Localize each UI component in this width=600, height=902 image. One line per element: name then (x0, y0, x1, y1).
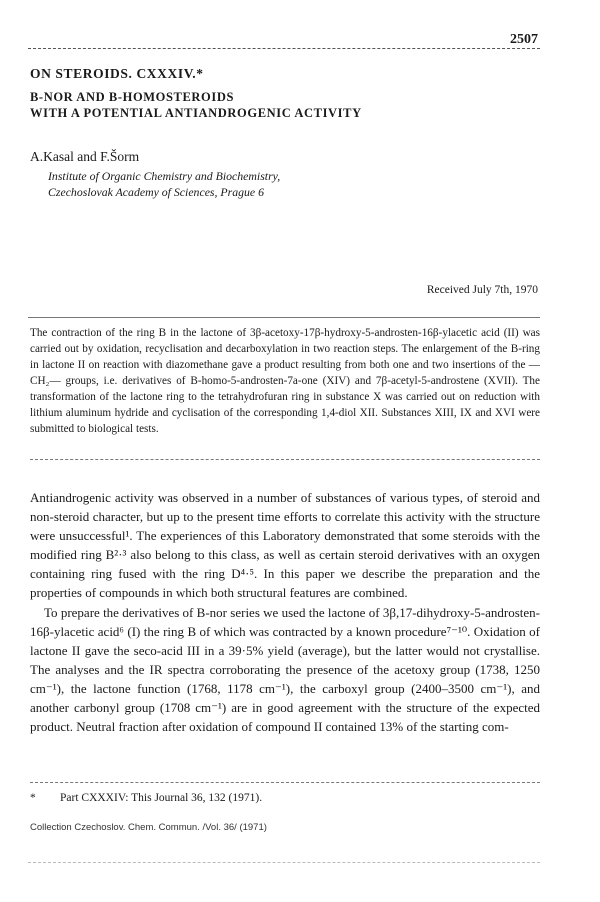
paragraph-2: To prepare the derivatives of B-nor series we used the lactone of 3β,17-dihydroxy-5-androsten-16β-ylacetic acid⁶ (I) the ring B of which was contracted by a known procedure⁷⁻¹⁰. Oxidation of lactone II gave the seco-acid III in a 39·5% yield (average), but the latter would not crystallise. The analyses and the IR spectra corroborating the presence of the acetoxy group (1738, 1250 cm⁻¹), the lactone function (1768, 1178 cm⁻¹), the carboxyl group (2400–3500 cm⁻¹), and another carbonyl group (1708 cm⁻¹) are in good agreement with the structure of the expected product. Neutral fraction after oxidation of compound II contained 13% of the starting com- (30, 604, 540, 735)
body-text (30, 488, 540, 736)
article-title (30, 89, 550, 121)
paragraph-1: Antiandrogenic activity was observed in a number of substances of various types, of steroid and non-steroid character, but up to the present time efforts to correlate this activity with the structure were unsuccessful¹. The experiences of this Laboratory demonstrated that some steroids with the modified ring B²·³ also belong to this class, as well as certain steroid derivatives with an oxygen containing ring fused with the ring D⁴·⁵. In this paper we describe the preparation and the properties of compounds in which both structural features are combined. (30, 490, 540, 601)
abstract: The contraction of the ring B in the lactone of 3β-acetoxy-17β-hydroxy-5-androsten-16β-ylacetic acid (II) was carried out by oxidation, recyclisation and decarboxylation in two reaction steps. The enlargement of the B-ring in lactone II on reaction with diazomethane gave a product resulting from both one and two insertions of the —CH₂— groups, i.e. derivatives of B-homo-5-androsten-7a-one (XIV) and 7β-acetyl-5-androstene (XVII). The transformation of the lactone ring to the tetrahydrofuran ring in substance X was carried out on reduction with lithium aluminum hydride and cyclisation of the corresponding 1,4-diol XII. Substances XIII, IX and XVI were submitted to biological tests. (30, 327, 540, 435)
header-rule (28, 48, 540, 49)
affiliation (48, 168, 280, 200)
footer-rule (28, 862, 540, 863)
article-title-line-2: WITH A POTENTIAL ANTIANDROGENIC ACTIVITY (30, 106, 362, 120)
abstract-bottom-rule (30, 459, 540, 460)
received-date: Received July 7th, 1970 (426, 284, 538, 296)
article-title-line-1: B-NOR AND B-HOMOSTEROIDS (30, 90, 235, 104)
abstract-top-rule (28, 317, 540, 318)
title-block (30, 66, 550, 121)
page-number: 2507 (510, 32, 538, 47)
affiliation-line-1: Institute of Organic Chemistry and Biochemistry, (48, 169, 281, 183)
footnote-rule (30, 782, 540, 783)
series-title: ON STEROIDS. CXXXIV.* (30, 66, 204, 81)
authors: A.Kasal and F.Šorm (30, 149, 140, 164)
footnote (30, 792, 262, 804)
affiliation-line-2: Czechoslovak Academy of Sciences, Prague 6 (48, 185, 264, 199)
journal-citation: Collection Czechoslov. Chem. Commun. /Vol. 36/ (1971) (30, 822, 267, 833)
footnote-text: Part CXXXIV: This Journal 36, 132 (1971). (60, 792, 263, 804)
footnote-marker: * (30, 792, 36, 804)
